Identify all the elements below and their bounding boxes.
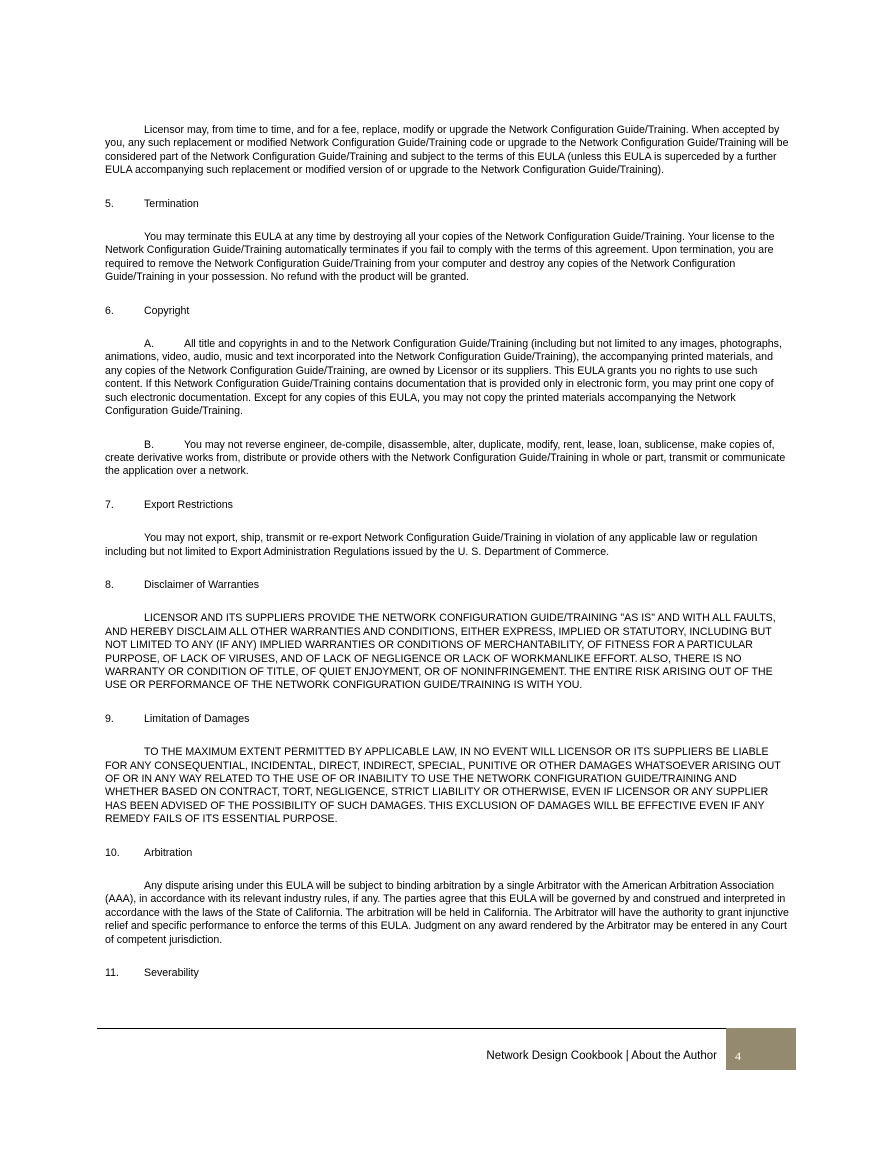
- subsection-text: You may not reverse engineer, de-compile, disassemble, alter, duplicate, modify, rent, lease, loan, sublicense, make copies of, create derivative works from, distribute or provide others with the Network Configuration Guide/Training in whole or part, transmit or communicate the application over a network.: [105, 438, 786, 478]
- copyright-paragraph-a: [105, 338, 789, 418]
- section-number: 5.: [105, 197, 114, 210]
- section-heading-termination: [105, 198, 789, 211]
- subsection-letter: B.: [144, 438, 155, 451]
- section-heading-copyright: [105, 305, 789, 318]
- section-number: 8.: [105, 578, 114, 591]
- subsection-text: All title and copyrights in and to the Network Configuration Guide/Training (including but not limited to any images, photographs, animations, video, audio, music and text incorporated into the Network Configuration Guide/Training), the accompanying printed materials, and any copies of the Network Configuration Guide/Training, are owned by Licensor or its suppliers. This EULA grants you no rights to use such content. If this Network Configuration Guide/Training contains documentation that is provided only in electronic form, you may print one copy of such electronic documentation. Except for any copies of this EULA, you may not copy the printed materials accompanying the Network Configuration Guide/Training.: [105, 338, 782, 418]
- section-heading-severability: [105, 967, 789, 980]
- section-title: Severability: [144, 967, 199, 980]
- section-title: Disclaimer of Warranties: [144, 578, 259, 591]
- section-heading-limitation: [105, 713, 789, 726]
- section-number: 11.: [105, 967, 119, 980]
- section-number: 9.: [105, 712, 114, 725]
- disclaimer-paragraph: LICENSOR AND ITS SUPPLIERS PROVIDE THE NETWORK CONFIGURATION GUIDE/TRAINING "AS IS" AND WITH ALL FAULTS, AND HEREBY DISCLAIM ALL OTHER WARRANTIES AND CONDITIONS, EITHER EXPRESS, IMPLIED OR STATUTORY, INCLUDING BUT NOT LIMITED TO ANY (IF ANY) IMPLIED WARRANTIES OR CONDITIONS OF MERCHANTABILITY, OF FITNESS FOR A PARTICULAR PURPOSE, OF LACK OF VIRUSES, AND OF LACK OF NEGLIGENCE OR LACK OF WORKMANLIKE EFFORT. ALSO, THERE IS NO WARRANTY OR CONDITION OF TITLE, OF QUIET ENJOYMENT, OR OF NONINFRINGEMENT. THE ENTIRE RISK ARISING OUT OF THE USE OR PERFORMANCE OF THE NETWORK CONFIGURATION GUIDE/TRAINING IS WITH YOU.: [105, 612, 776, 692]
- arbitration-paragraph: Any dispute arising under this EULA will be subject to binding arbitration by a single Arbitrator with the American Arbitration Association (AAA), in accordance with its relevant industry rules, if any. The parties agree that this EULA will be governed by and construed and interpreted in accordance with the laws of the State of California. The arbitration will be held in California. The Arbitrator will have the authority to grant injunctive relief and specific performance to enforce the terms of this EULA. Judgment on any award rendered by the Arbitrator may be entered in any Court of competent jurisdiction.: [105, 880, 789, 946]
- section-number: 7.: [105, 498, 114, 511]
- section-heading-arbitration: [105, 847, 789, 860]
- page-number: 4: [735, 1049, 741, 1063]
- intro-paragraph: Licensor may, from time to time, and for a fee, replace, modify or upgrade the Network Configuration Guide/Training. When accepted by you, any such replacement or modified Network Configuration Guide/Training code or upgrade to the Network Configuration Guide/Training will be considered part of the Network Configuration Guide/Training and subject to the terms of this EULA (unless this EULA is superceded by a further EULA accompanying such replacement or modified version of or upgrade to the Network Configuration Guide/Training).: [105, 124, 789, 177]
- section-title: Termination: [144, 197, 199, 210]
- section-heading-export: [105, 499, 789, 512]
- section-title: Arbitration: [144, 846, 193, 859]
- page-content: [105, 124, 789, 1000]
- section-title: Copyright: [144, 304, 190, 317]
- subsection-letter: A.: [144, 338, 155, 351]
- termination-paragraph: You may terminate this EULA at any time by destroying all your copies of the Network Configuration Guide/Training. Your license to the Network Configuration Guide/Training automatically terminates if you fail to comply with the terms of this agreement. Upon termination, you are required to remove the Network Configuration Guide/Training from your computer and destroy any copies of the Network Configuration Guide/Training in your possession. No refund with the product will be granted.: [105, 231, 775, 284]
- page-number-box: [726, 1028, 796, 1070]
- section-title: Export Restrictions: [144, 498, 233, 511]
- footer-divider: [97, 1028, 726, 1029]
- limitation-paragraph: TO THE MAXIMUM EXTENT PERMITTED BY APPLICABLE LAW, IN NO EVENT WILL LICENSOR OR ITS SUPPLIERS BE LIABLE FOR ANY CONSEQUENTIAL, INCIDENTAL, DIRECT, INDIRECT, SPECIAL, PUNITIVE OR OTHER DAMAGES WHATSOEVER ARISING OUT OF OR IN ANY WAY RELATED TO THE USE OF OR INABILITY TO USE THE NETWORK CONFIGURATION GUIDE/TRAINING AND WHETHER BASED ON CONTRACT, TORT, NEGLIGENCE, STRICT LIABILITY OR OTHERWISE, EVEN IF LICENSOR OR ANY SUPPLIER HAS BEEN ADVISED OF THE POSSIBILITY OF SUCH DAMAGES. THIS EXCLUSION OF DAMAGES WILL BE EFFECTIVE EVEN IF ANY REMEDY FAILS OF ITS ESSENTIAL PURPOSE.: [105, 746, 781, 826]
- section-title: Limitation of Damages: [144, 712, 250, 725]
- section-heading-disclaimer: [105, 579, 789, 592]
- footer-title: Network Design Cookbook | About the Author: [486, 1050, 717, 1062]
- export-paragraph: You may not export, ship, transmit or re-export Network Configuration Guide/Training in violation of any applicable law or regulation including but not limited to Export Administration Regulations issued by the U. S. Department of Commerce.: [105, 532, 758, 558]
- section-number: 6.: [105, 304, 114, 317]
- section-number: 10.: [105, 846, 120, 859]
- copyright-paragraph-b: [105, 439, 789, 479]
